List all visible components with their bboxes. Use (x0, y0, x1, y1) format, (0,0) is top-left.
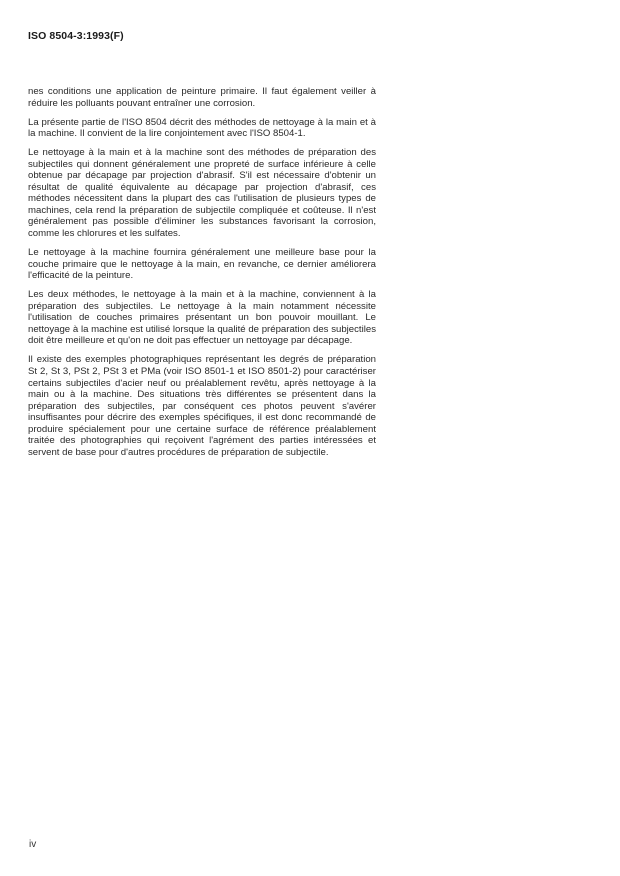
document-id-header: ISO 8504-3:1993(F) (28, 30, 124, 42)
paragraph-photographic-examples: Il existe des exemples photographiques représentant les degrés de préparation St 2, St 3, PSt 2, PSt 3 et PMa (voir ISO 8501-1 et ISO 8501-2) pour caractériser certains subjectiles d'acier neuf ou préalablement revêtu, après nettoyage à la main ou à la machine. Des situations très différentes se présentent dans la préparation des subjectiles, par conséquent ces photos peuvent s'avérer insuffisantes pour décrire des exemples spécifiques, il est donc recommandé de produire spécialement pour une certaine surface de référence préalablement traitée des photographies qui reçoivent l'agrément des parties intéressées et servent de base pour d'autres procédures de préparation de subjectile. (28, 354, 376, 458)
page-number: iv (29, 839, 37, 850)
paragraph-machine-cleaning: Le nettoyage à la machine fournira généralement une meilleure base pour la couche primaire que le nettoyage à la main, en revanche, ce dernier améliorera l'efficacité de la peinture. (28, 247, 376, 282)
paragraph-continuation: nes conditions une application de peinture primaire. Il faut également veiller à réduire les polluants pouvant entraîner une corrosion. (28, 86, 376, 109)
body-text (28, 86, 376, 466)
paragraph-scope: La présente partie de l'ISO 8504 décrit des méthodes de nettoyage à la main et à la machine. Il convient de la lire conjointement avec l'ISO 8504-1. (28, 116, 376, 140)
paragraph-both-methods: Les deux méthodes, le nettoyage à la main et à la machine, conviennent à la préparation des subjectiles. Le nettoyage à la main notamment nécessite l'utilisation de couches primaires présentant un bon pouvoir mouillant. Le nettoyage à la machine est utilisé lorsque la qualité de préparation des subjectiles doit être meilleure et qu'on ne doit pas effectuer un nettoyage par décapage. (28, 289, 376, 347)
paragraph-methods: Le nettoyage à la main et à la machine sont des méthodes de préparation des subjectiles qui donnent généralement une propreté de surface inférieure à celle obtenue par décapage par projection d'abrasif. S'il est nécessaire d'obtenir un résultat de qualité équivalente au décapage par projection d'abrasif, ces méthodes nécessitent dans la plupart des cas l'utilisation de plusieurs types de machines, cela rend la préparation de subjectile compliquée et coûteuse. Il n'est généralement pas possible d'éliminer les substances favorisant la corrosion, comme les chlorures et les sulfates. (28, 147, 376, 240)
